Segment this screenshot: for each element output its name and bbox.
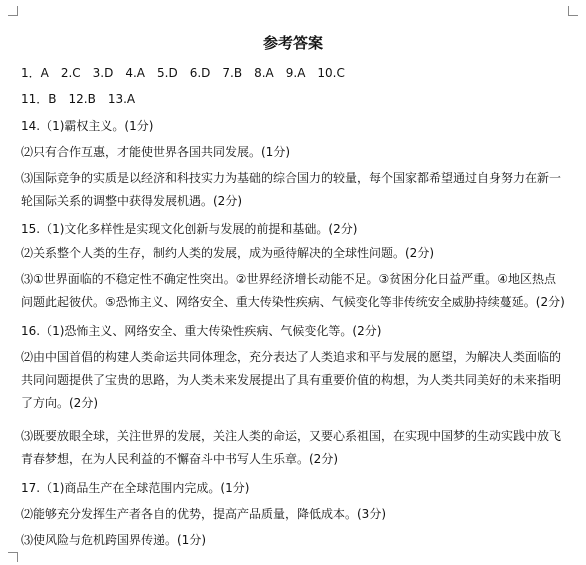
margin-mark-top-right (568, 6, 578, 16)
answer-line-16-3: ⑶既要放眼全球，关注世界的发展，关注人类的命运，又要心系祖国，在实现中国梦的生动实践中放飞青春梦想，在为人民利益的不懈奋斗中书写人生乐章。(2分) (21, 429, 562, 466)
answer-line-choice-2: 11．B 12.B 13.A (21, 92, 136, 106)
answer-line-17-1: 17.（1)商品生产在全球范围内完成。(1分) (21, 481, 250, 495)
answer-line-choice-1: 1．A 2.C 3.D 4.A 5.D 6.D 7.B 8.A 9.A 10.C (21, 66, 345, 80)
answer-line-14-3: ⑶国际竞争的实质是以经济和科技实力为基础的综合国力的较量，每个国家都希望通过自身努力在新一轮国际关系的调整中获得发展机遇。(2分) (21, 171, 562, 208)
margin-mark-top-left (8, 6, 18, 16)
answer-line-17-3: ⑶使风险与危机跨国界传递。(1分) (21, 533, 206, 547)
answer-line-16-1: 16.（1)恐怖主义、网络安全、重大传染性疾病、气候变化等。(2分) (21, 324, 382, 338)
answer-line-16-2: ⑵由中国首倡的构建人类命运共同体理念，充分表达了人类追求和平与发展的愿望，为解决人类面临的共同问题提供了宝贵的思路，为人类未来发展提出了具有重要价值的构想，为人类共同美好的未来指明了方向。(2分) (21, 350, 562, 410)
answer-line-15-2: ⑵关系整个人类的生存，制约人类的发展，成为亟待解决的全球性问题。(2分) (21, 246, 435, 260)
margin-mark-bottom-left (8, 552, 18, 562)
answer-line-15-1: 15.（1)文化多样性是实现文化创新与发展的前提和基础。(2分) (21, 222, 358, 236)
answer-line-17-2: ⑵能够充分发挥生产者各自的优势，提高产品质量，降低成本。(3分) (21, 507, 387, 521)
page-title: 参考答案 (262, 34, 323, 52)
answer-line-14-1: 14.（1)霸权主义。(1分) (21, 119, 154, 133)
answer-line-14-2: ⑵只有合作互惠，才能使世界各国共同发展。(1分) (21, 145, 290, 159)
answer-line-15-3: ⑶①世界面临的不稳定性不确定性突出。②世界经济增长动能不足。③贫困分化日益严重。④地区热点问题此起彼伏。⑤恐怖主义、网络安全、重大传染性疾病、气候变化等非传统安全威胁持续蔓延。(2分) (21, 272, 565, 309)
